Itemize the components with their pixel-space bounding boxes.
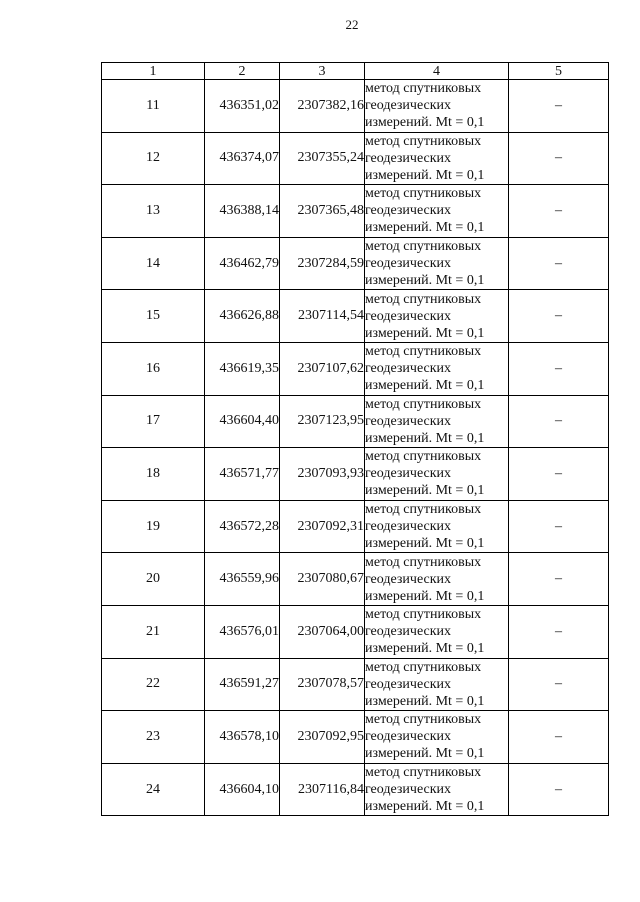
y-coordinate-cell: 2307284,59 (280, 237, 365, 290)
y-coordinate-cell: 2307355,24 (280, 132, 365, 185)
point-number-cell: 11 (102, 80, 205, 133)
y-coordinate-cell: 2307114,54 (280, 290, 365, 343)
page-number: 22 (345, 17, 359, 32)
column-header-3: 3 (280, 63, 365, 80)
method-cell: метод спутниковых геодезических измерений. Mt = 0,1 (365, 237, 509, 290)
y-coordinate-cell: 2307382,16 (280, 80, 365, 133)
y-coordinate-cell: 2307078,57 (280, 658, 365, 711)
method-cell: метод спутниковых геодезических измерений. Mt = 0,1 (365, 553, 509, 606)
method-cell: метод спутниковых геодезических измерений. Mt = 0,1 (365, 763, 509, 816)
note-cell: – (509, 605, 609, 658)
y-coordinate-cell: 2307092,95 (280, 711, 365, 764)
note-cell: – (509, 500, 609, 553)
table-row (102, 553, 609, 606)
method-cell: метод спутниковых геодезических измерений. Mt = 0,1 (365, 500, 509, 553)
point-number-cell: 14 (102, 237, 205, 290)
table-row (102, 711, 609, 764)
table-row (102, 132, 609, 185)
table-row (102, 658, 609, 711)
method-cell: метод спутниковых геодезических измерений. Mt = 0,1 (365, 185, 509, 238)
column-header-1: 1 (102, 63, 205, 80)
x-coordinate-cell: 436576,01 (205, 605, 280, 658)
y-coordinate-cell: 2307116,84 (280, 763, 365, 816)
table-row (102, 342, 609, 395)
point-number-cell: 20 (102, 553, 205, 606)
point-number-cell: 15 (102, 290, 205, 343)
note-cell: – (509, 342, 609, 395)
point-number-cell: 13 (102, 185, 205, 238)
method-cell: метод спутниковых геодезических измерений. Mt = 0,1 (365, 80, 509, 133)
method-cell: метод спутниковых геодезических измерений. Mt = 0,1 (365, 290, 509, 343)
point-number-cell: 19 (102, 500, 205, 553)
x-coordinate-cell: 436604,10 (205, 763, 280, 816)
point-number-cell: 21 (102, 605, 205, 658)
x-coordinate-cell: 436619,35 (205, 342, 280, 395)
point-number-cell: 22 (102, 658, 205, 711)
x-coordinate-cell: 436604,40 (205, 395, 280, 448)
coordinates-table (101, 62, 609, 816)
method-cell: метод спутниковых геодезических измерений. Mt = 0,1 (365, 605, 509, 658)
note-cell: – (509, 132, 609, 185)
point-number-cell: 24 (102, 763, 205, 816)
table-body (102, 80, 609, 816)
y-coordinate-cell: 2307123,95 (280, 395, 365, 448)
x-coordinate-cell: 436591,27 (205, 658, 280, 711)
note-cell: – (509, 395, 609, 448)
x-coordinate-cell: 436374,07 (205, 132, 280, 185)
point-number-cell: 18 (102, 448, 205, 501)
table-header-row (102, 63, 609, 80)
x-coordinate-cell: 436351,02 (205, 80, 280, 133)
x-coordinate-cell: 436626,88 (205, 290, 280, 343)
note-cell: – (509, 237, 609, 290)
column-header-2: 2 (205, 63, 280, 80)
x-coordinate-cell: 436572,28 (205, 500, 280, 553)
note-cell: – (509, 658, 609, 711)
method-cell: метод спутниковых геодезических измерений. Mt = 0,1 (365, 658, 509, 711)
table-row (102, 290, 609, 343)
table-row (102, 80, 609, 133)
y-coordinate-cell: 2307064,00 (280, 605, 365, 658)
y-coordinate-cell: 2307080,67 (280, 553, 365, 606)
x-coordinate-cell: 436578,10 (205, 711, 280, 764)
y-coordinate-cell: 2307092,31 (280, 500, 365, 553)
method-cell: метод спутниковых геодезических измерений. Mt = 0,1 (365, 448, 509, 501)
point-number-cell: 17 (102, 395, 205, 448)
x-coordinate-cell: 436571,77 (205, 448, 280, 501)
table-row (102, 500, 609, 553)
table-row (102, 237, 609, 290)
note-cell: – (509, 185, 609, 238)
point-number-cell: 16 (102, 342, 205, 395)
y-coordinate-cell: 2307093,93 (280, 448, 365, 501)
x-coordinate-cell: 436462,79 (205, 237, 280, 290)
note-cell: – (509, 763, 609, 816)
method-cell: метод спутниковых геодезических измерений. Mt = 0,1 (365, 342, 509, 395)
table-row (102, 448, 609, 501)
column-header-5: 5 (509, 63, 609, 80)
x-coordinate-cell: 436388,14 (205, 185, 280, 238)
table-row (102, 605, 609, 658)
table-row (102, 763, 609, 816)
note-cell: – (509, 448, 609, 501)
note-cell: – (509, 290, 609, 343)
method-cell: метод спутниковых геодезических измерений. Mt = 0,1 (365, 132, 509, 185)
y-coordinate-cell: 2307365,48 (280, 185, 365, 238)
column-header-4: 4 (365, 63, 509, 80)
table-row (102, 395, 609, 448)
note-cell: – (509, 80, 609, 133)
method-cell: метод спутниковых геодезических измерений. Mt = 0,1 (365, 711, 509, 764)
y-coordinate-cell: 2307107,62 (280, 342, 365, 395)
note-cell: – (509, 553, 609, 606)
method-cell: метод спутниковых геодезических измерений. Mt = 0,1 (365, 395, 509, 448)
point-number-cell: 12 (102, 132, 205, 185)
x-coordinate-cell: 436559,96 (205, 553, 280, 606)
table-row (102, 185, 609, 238)
point-number-cell: 23 (102, 711, 205, 764)
note-cell: – (509, 711, 609, 764)
